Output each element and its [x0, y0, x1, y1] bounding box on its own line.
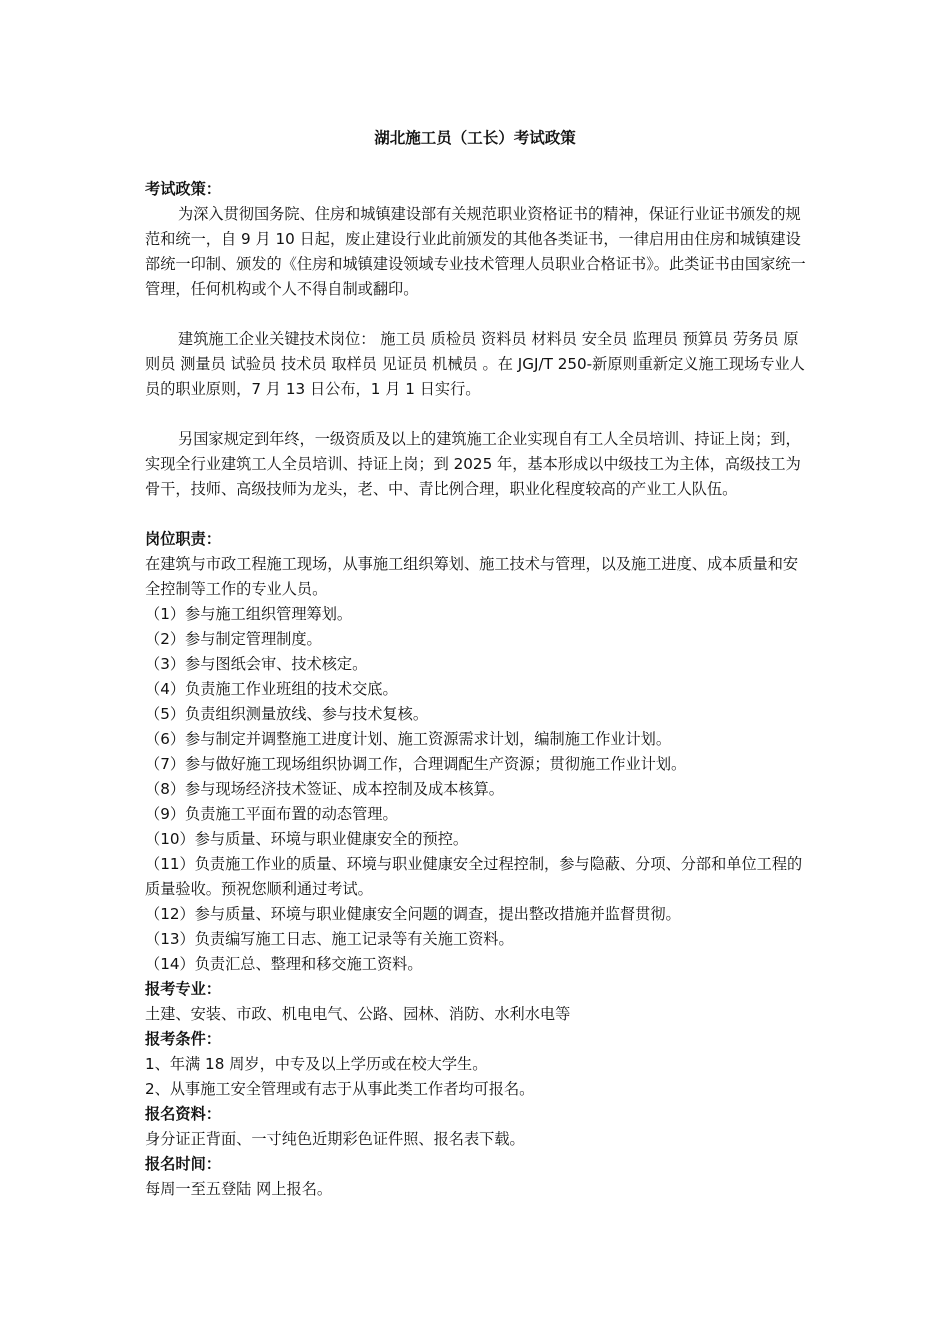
- duties-list: [145, 602, 810, 977]
- list-item: （13）负责编写施工日志、施工记录等有关施工资料。: [145, 930, 514, 948]
- list-item: （1）参与施工组织管理筹划。: [145, 605, 353, 623]
- time-heading: 报名时间：: [145, 1155, 221, 1173]
- list-item: （10）参与质量、环境与职业健康安全的预控。: [145, 830, 469, 848]
- spacer: [145, 502, 810, 527]
- list-item: （14）负责汇总、整理和移交施工资料。: [145, 955, 423, 973]
- policy-heading: 考试政策：: [145, 180, 221, 198]
- majors-heading: 报考专业：: [145, 980, 221, 998]
- policy-paragraph-3: 另国家规定到年终，一级资质及以上的建筑施工企业实现自有工人全员培训、持证上岗；到，实现全行业建筑工人全员培训、持证上岗；到 2025 年，基本形成以中级技工为主体，高级技工为骨干，技师、高级技师为龙头，老、中、青比例合理，职业化程度较高的产业工人队伍。: [145, 430, 801, 498]
- majors-text: 土建、安装、市政、机电电气、公路、园林、消防、水利水电等: [145, 1005, 571, 1023]
- document-body: [145, 177, 810, 1202]
- condition-item: 1、年满 18 周岁，中专及以上学历或在校大学生。: [145, 1055, 488, 1073]
- duties-heading: 岗位职责：: [145, 530, 221, 548]
- policy-paragraph-2: 建筑施工企业关键技术岗位： 施工员 质检员 资料员 材料员 安全员 监理员 预算员 劳务员 原则员 测量员 试验员 技术员 取样员 见证员 机械员 。在 JGJ/T 250-新原则重新定义施工现场专业人员的职业原则，7 月 13 日公布，1 月 1 日实行。: [145, 330, 805, 398]
- time-text: 每周一至五登陆 网上报名。: [145, 1180, 333, 1198]
- list-item: （6）参与制定并调整施工进度计划、施工资源需求计划，编制施工作业计划。: [145, 730, 672, 748]
- list-item: （12）参与质量、环境与职业健康安全问题的调查，提出整改措施并监督贯彻。: [145, 905, 681, 923]
- materials-heading: 报名资料：: [145, 1105, 221, 1123]
- spacer: [145, 402, 810, 427]
- list-item: （11）负责施工作业的质量、环境与职业健康安全过程控制，参与隐蔽、分项、分部和单位工程的质量验收。预祝您顺利通过考试。: [145, 855, 803, 898]
- duties-intro: 在建筑与市政工程施工现场，从事施工组织筹划、施工技术与管理，以及施工进度、成本质量和安全控制等工作的专业人员。: [145, 555, 799, 598]
- document-title: 湖北施工员（工长）考试政策: [374, 129, 576, 147]
- condition-item: 2、从事施工安全管理或有志于从事此类工作者均可报名。: [145, 1080, 535, 1098]
- materials-text: 身分证正背面、一寸纯色近期彩色证件照、报名表下载。: [145, 1130, 525, 1148]
- list-item: （5）负责组织测量放线、参与技术复核。: [145, 705, 429, 723]
- list-item: （2）参与制定管理制度。: [145, 630, 322, 648]
- list-item: （7）参与做好施工现场组织协调工作，合理调配生产资源；贯彻施工作业计划。: [145, 755, 687, 773]
- list-item: （3）参与图纸会审、技术核定。: [145, 655, 368, 673]
- list-item: （4）负责施工作业班组的技术交底。: [145, 680, 398, 698]
- list-item: （9）负责施工平面布置的动态管理。: [145, 805, 398, 823]
- conditions-heading: 报考条件：: [145, 1030, 221, 1048]
- list-item: （8）参与现场经济技术签证、成本控制及成本核算。: [145, 780, 504, 798]
- spacer: [145, 302, 810, 327]
- policy-paragraph-1: 为深入贯彻国务院、住房和城镇建设部有关规范职业资格证书的精神，保证行业证书颁发的规范和统一，自 9 月 10 日起，废止建设行业此前颁发的其他各类证书，一律启用由住房和城镇建设部统一印制、颁发的《住房和城镇建设领域专业技术管理人员职业合格证书》。此类证书由国家统一管理，任何机构或个人不得自制或翻印。: [145, 205, 806, 298]
